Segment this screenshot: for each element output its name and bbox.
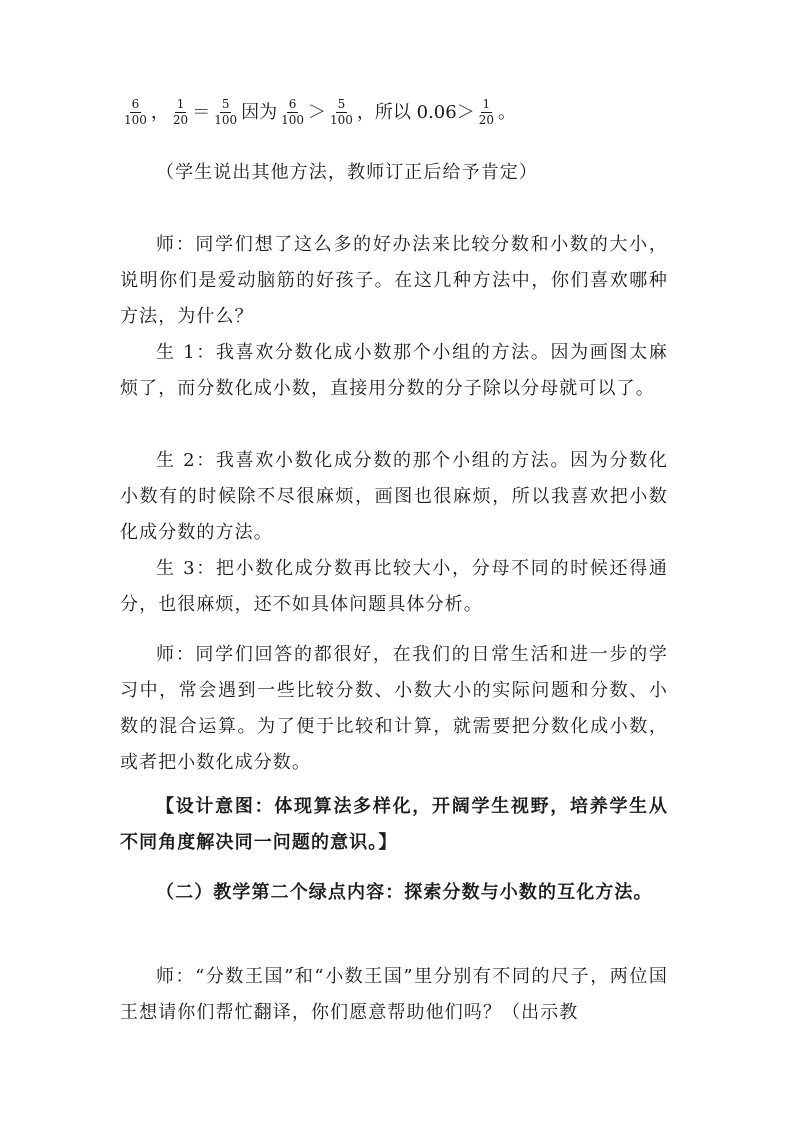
paragraph-text: 生 1：我喜欢分数化成小数那个小组的方法。因为画图太麻烦了，而分数化成小数，直接用分数的分子除以分母就可以了。 — [120, 342, 668, 399]
paragraph-text: 师：同学们回答的都很好，在我们的日常生活和进一步的学习中，常会遇到一些比较分数、小数大小的实际问题和分数、小数的混合运算。为了便于比较和计算，就需要把分数化成小数，或者把小数化成分数。 — [120, 644, 668, 773]
denominator: 100 — [124, 113, 147, 127]
paragraph-teacher-1 — [120, 227, 668, 335]
numerator: 5 — [221, 97, 230, 111]
paragraph-teacher-2 — [120, 637, 668, 781]
conclusion-text: ，所以 0.06＞ — [356, 101, 475, 123]
paragraph-text: 师：“分数王国”和“小数王国”里分别有不同的尺子，两位国王想请你们帮忙翻译，你们愿意帮助他们吗？（出示教 — [120, 966, 668, 1023]
paragraph-note — [120, 155, 668, 191]
denominator: 100 — [214, 113, 238, 127]
numerator: 6 — [288, 97, 297, 111]
denominator: 100 — [330, 113, 353, 127]
paragraph-text: 师：同学们想了这么多的好办法来比较分数和小数的大小，说明你们是爱动脑筋的好孩子。在这几种方法中，你们喜欢哪种方法，为什么？ — [120, 234, 668, 327]
numerator: 6 — [131, 97, 140, 111]
because-text: 因为 — [241, 101, 278, 123]
fraction — [122, 98, 149, 127]
paragraph-text: 生 2：我喜欢小数化成分数的那个小组的方法。因为分数化小数有的时候除不尽很麻烦，画图也很麻烦，所以我喜欢把小数化成分数的方法。 — [120, 450, 668, 543]
period: 。 — [498, 101, 516, 123]
fraction — [279, 98, 306, 127]
paragraph-student-1 — [120, 335, 668, 407]
denominator: 100 — [281, 113, 304, 127]
separator: ， — [150, 101, 169, 123]
paragraph-student-3 — [120, 551, 668, 623]
denominator: 20 — [172, 113, 189, 127]
paragraph-text: 生 3：把小数化成分数再比较大小，分母不同的时候还得通分，也很麻烦，还不如具体问题具体分析。 — [120, 558, 668, 615]
fraction — [477, 98, 496, 127]
heading-text: （二）教学第二个绿点内容：探索分数与小数的互化方法。 — [156, 882, 653, 903]
numerator: 1 — [482, 97, 491, 111]
fraction — [171, 98, 190, 127]
denominator: 20 — [478, 113, 494, 127]
paragraph-text: 【设计意图：体现算法多样化，开阔学生视野，培养学生从不同角度解决同一问题的意识。】 — [120, 796, 668, 853]
fraction — [212, 98, 239, 127]
fraction-comparison-formula — [120, 98, 680, 127]
numerator: 5 — [337, 97, 346, 111]
paragraph-text: （学生说出其他方法，教师订正后给予肯定） — [156, 162, 538, 183]
paragraph-teacher-3 — [120, 959, 668, 1031]
fraction — [328, 98, 355, 127]
numerator: 1 — [176, 97, 185, 111]
equals-sign: ＝ — [192, 101, 211, 123]
paragraph-student-2 — [120, 443, 668, 551]
greater-than-sign: ＞ — [308, 101, 326, 123]
section-heading — [120, 875, 668, 911]
paragraph-design-intent — [120, 789, 668, 861]
